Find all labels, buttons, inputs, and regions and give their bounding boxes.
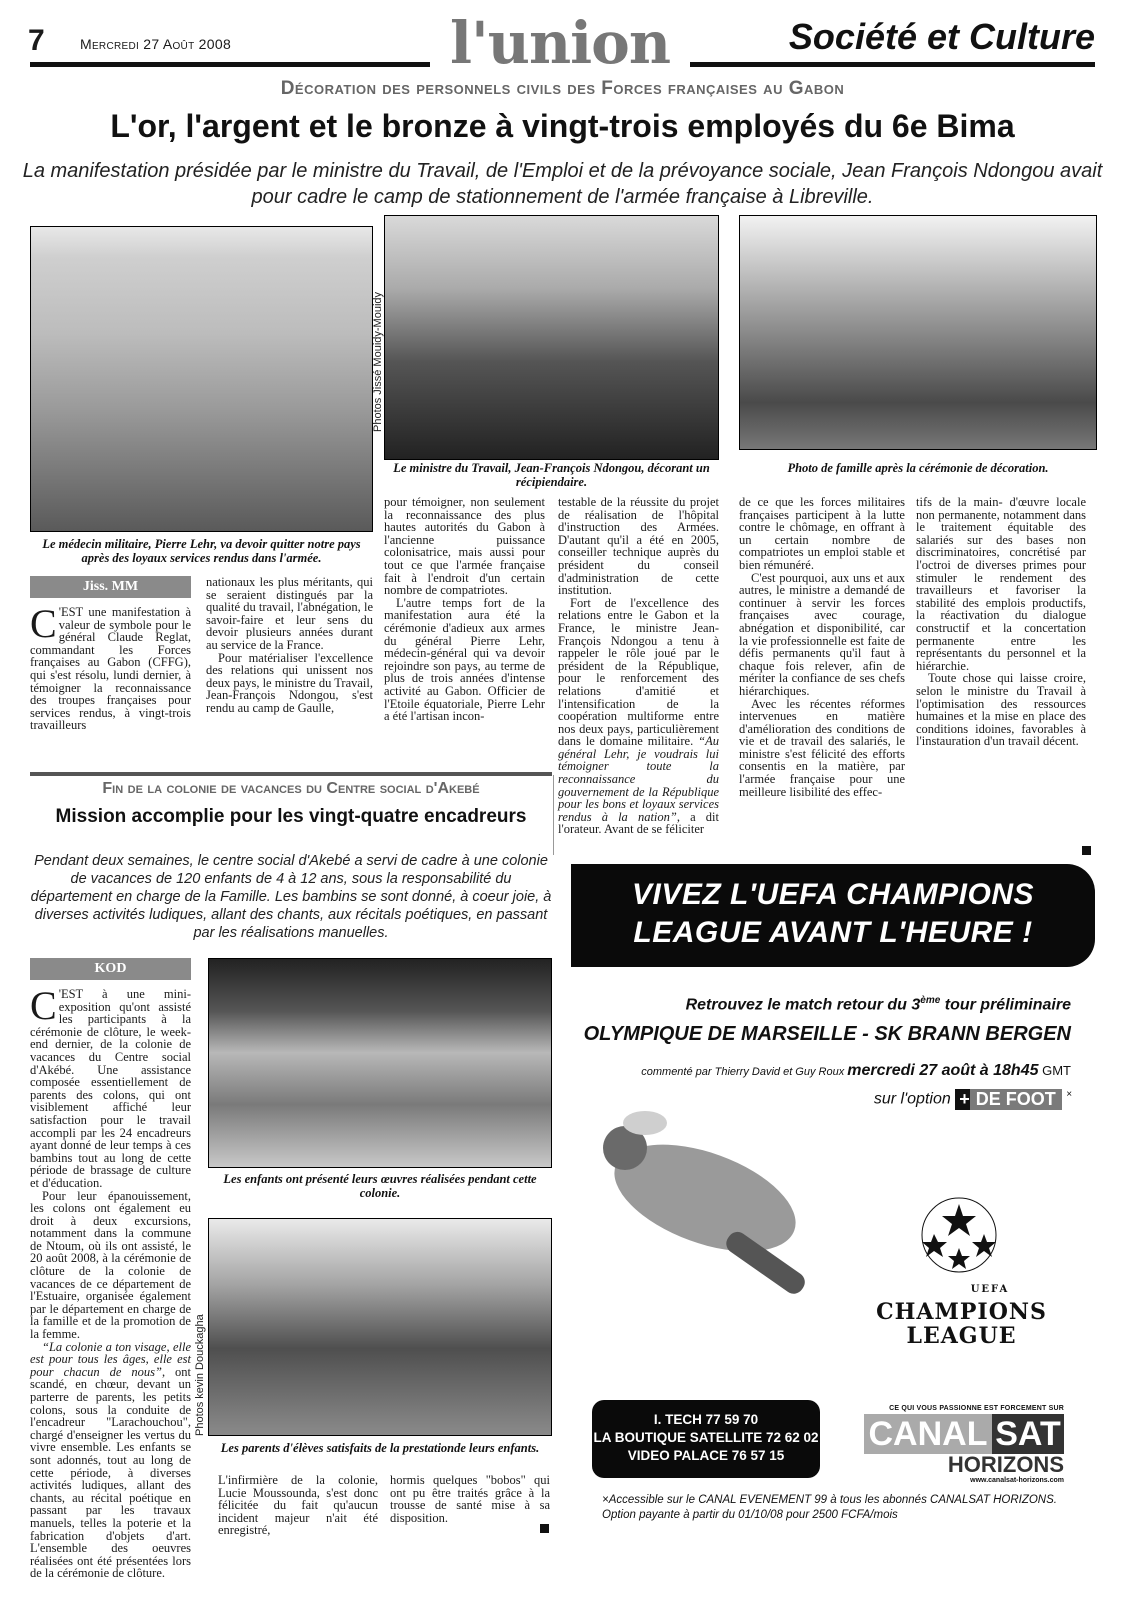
- column-divider: [553, 775, 554, 855]
- canalsat-logo-part: CANAL: [864, 1414, 992, 1454]
- ucl-uefa-text: UEFA: [970, 1284, 1010, 1295]
- paragraph: hormis quelques "bobos" qui ont pu être traités grâce à la trousse de santé mise à sa disposition.: [390, 1473, 550, 1525]
- photo-pottery-exhibition: [208, 958, 552, 1168]
- paragraph: L'autre temps fort de la manifestation aura été la cérémonie d'adieux aux armes du général Pierre Lehr, médecin-général qui va devoir rejoindre son pays, au terme de plus de trois années d'intense activité au Gabon. Officier de l'Etoile équatoriale, Pierre Lehr a été l'artisan incon-: [384, 595, 545, 724]
- paragraph: Toute chose qui laisse croire, selon le ministre du Travail à l'optimisation des ressources humaines et la mise en place des conditions idoines, favorables à l'instauration d'un travail décent.: [916, 671, 1086, 749]
- paragraph: pour témoigner, non seulement la reconnaissance des plus hautes autorités du Gabon à l'ancienne puissance colonisatrice, mais aussi pour tout ce que l'armée française fait à l'endroit d'un certain nombre de compatriotes.: [384, 495, 545, 598]
- article1-column-4: [558, 496, 719, 836]
- article2-kicker: Fin de la colonie de vacances du Centre social d'Akebé: [102, 780, 480, 797]
- dealer-item: VIDEO PALACE 76 57 15: [627, 1448, 785, 1463]
- article2-column-3: [390, 1474, 550, 1524]
- ad-banner-line: VIVEZ L'UEFA CHAMPIONS: [631, 878, 1035, 911]
- photo-caption: Le ministre du Travail, Jean-François Ndongou, décorant un récipiendaire.: [393, 461, 710, 489]
- ad-commentary: [571, 1062, 1071, 1080]
- paragraph: Pour leur épanouissement, les colons ont également eu droit à deux excursions, notamment dans la commune de Ntoum, où ils ont assisté, le 20 août 2008, à la cérémonie de clôture de la colonie de vacances de ce département de l'Estuaire, organisée également par le département en charge de la famille et de la promotion de la femme.: [30, 1188, 191, 1342]
- ad-timezone: GMT: [1038, 1063, 1071, 1078]
- drop-cap: C: [30, 601, 57, 646]
- article1-deck: La manifestation présidée par le ministre du Travail, de l'Emploi et de la prévoyance sociale, Jean François Ndongou avait pour cadre le camp de stationnement de l'armée française à Libreville.: [22, 160, 1103, 208]
- paragraph: L'infirmière de la colonie, Lucie Moussounda, s'est donc félicitée du fait qu'aucun incident majeur n'ait été enregistré,: [218, 1473, 378, 1538]
- photo-caption: Photo de famille après la cérémonie de décoration.: [787, 461, 1049, 475]
- section-title: Société et Culture: [788, 16, 1095, 57]
- section-divider: [30, 772, 552, 776]
- ucl-logo-text: [874, 1300, 1049, 1348]
- article2-column-2: [218, 1474, 378, 1537]
- ad-datetime: mercredi 27 août à 18h45: [847, 1062, 1039, 1079]
- paragraph: Fort de l'excellence des relations entre le Gabon et la France, le ministre Jean-François Ndongou a tenu à rappeler le rôle joué par le président de la République, pour le renforcement des relations d'amitié et l'intensification de la coopération multiforme entre nos deux pays, particulièrement dans le domaine militaire.: [558, 595, 719, 749]
- dealer-item: LA BOUTIQUE SATELLITE 72 62 02: [593, 1430, 819, 1445]
- canalsat-horizons: HORIZONS: [947, 1452, 1064, 1477]
- page-number: 7: [28, 24, 45, 57]
- paragraph: , ont scandé, en chœur, devant un parterre de parents, les petits colons, sous la conduite de l'encadreur "Larachouchou", chargé d'enseigner les vertus du vivre ensemble. Les enfants se sont adonnés, tout au long de cette période, à diverses activités ludiques, allant des chants, au récital poétique en passant par les travaux manuels, telles la poterie et la fabrication d'objets d'art. L'ensemble des oeuvres réalisées ont été présentées lors de la cérémonie de clôture.: [30, 1364, 191, 1581]
- ad-option-label: sur l'option: [873, 1090, 956, 1108]
- ad-footnote: [602, 1493, 1082, 1523]
- player-glove: [623, 1111, 667, 1135]
- photo-general-pierre-lehr: [30, 226, 373, 532]
- ad-subtitle: [571, 995, 1071, 1014]
- paragraph: Avec les récentes réformes intervenues en matière d'amélioration des conditions de vie et de travail des salariés, le ministre s'est félicité des efforts consentis en la matière, par l'armée française pour une meilleure lisibilité des effec-: [739, 696, 905, 799]
- photo-parents: [208, 1218, 552, 1436]
- paragraph: tifs de la main- d'œuvre locale non permanente, notamment dans le traitement équitable des salariés sur des bases non discriminatoires, concrétisé par l'octroi de diverses primes pour stimuler le rendement des travailleurs et favoriser la stabilité des emplois productifs, la réactivation du dialogue constructif et la concertation permanente entre les représentants du personnel et la hiérarchie.: [916, 495, 1086, 673]
- issue-date: Mercredi 27 Août 2008: [80, 36, 232, 52]
- ad-match-title: OLYMPIQUE DE MARSEILLE - SK BRANN BERGEN: [583, 1023, 1071, 1045]
- paragraph: nationaux les plus méritants, qui se seraient distingués par la qualité du travail, l'abnégation, le savoir-faire et leur sens du devoir plusieurs années durant au service de la France.: [206, 575, 373, 652]
- newspaper-logo: l'union: [449, 9, 670, 77]
- paragraph: Pour matérialiser l'excellence des relations qui unissent nos deux pays, le ministre du Travail, Jean-François Ndongou, s'est rendu au camp de Gaulle,: [206, 650, 373, 715]
- photo-family-group: [739, 215, 1097, 450]
- article1-kicker: Décoration des personnels civils des Forces françaises au Gabon: [280, 78, 845, 99]
- photo-minister-decorating: [384, 215, 719, 460]
- paragraph: 'EST à une mini-exposition qu'ont assisté les participants à la cérémonie de clôture, le week-end dernier, de la colonie de vacances du Centre social d'Akébé. Une assistance composée essentiellement de parents des colons, qui ont visiblement affiché leur satisfaction pour le travail accompli par les 24 encadreurs ayant donné de leur temps à ces bambins tout au long de cette période de brassage de culture et d'éducation.: [30, 987, 191, 1190]
- photo-credit: Photos Jissé Mouidy-Mouidy: [372, 291, 384, 432]
- masthead-rule-left: [30, 62, 430, 67]
- article1-column-6: [916, 496, 1086, 748]
- canalsat-logo-part: SAT: [992, 1414, 1064, 1454]
- article1-column-1: [30, 601, 191, 733]
- article1-column-2: [206, 576, 373, 715]
- dealer-item: I. TECH 77 59 70: [653, 1412, 759, 1427]
- ad-footnote-line: ×Accessible sur le CANAL EVENEMENT 99 à tous les abonnés CANALSAT HORIZONS.: [602, 1494, 1057, 1506]
- masthead-rule-right: [690, 62, 1095, 67]
- ad-subtitle-text: tour préliminaire: [940, 996, 1071, 1014]
- ad-subtitle-text: Retrouvez le match retour du 3: [685, 996, 921, 1014]
- photo-credit: Photos kevin Douckagha: [194, 1314, 206, 1436]
- dealer-list: [592, 1400, 820, 1478]
- article1-headline: L'or, l'argent et le bronze à vingt-trois employés du 6e Bima: [110, 108, 1015, 144]
- ucl-champions: CHAMPIONS: [876, 1299, 1047, 1325]
- ad-banner: [571, 864, 1095, 967]
- ad-superscript: ème: [920, 995, 941, 1006]
- photo-caption: Les enfants ont présenté leurs œuvres réalisées pendant cette colonie.: [223, 1172, 537, 1200]
- photo-caption: Le médecin militaire, Pierre Lehr, va devoir quitter notre pays après des loyaux services rendus dans l'armée.: [42, 537, 361, 565]
- paragraph: C'est pourquoi, aux uns et aux autres, le ministre a demandé de continuer à servir les forces françaises avec courage, abnégation et disponibilité, car la vie professionnelle est faite de défis permanents qu'il faut à chaque fois relever, afin de mériter la confiance de ses chefs hiérarchiques.: [739, 570, 905, 698]
- footnote-marker: ×: [1066, 1089, 1072, 1100]
- goalkeeper-illustration: [585, 1108, 845, 1308]
- ucl-league: LEAGUE: [906, 1323, 1017, 1349]
- photo-caption: Les parents d'élèves satisfaits de la prestationde leurs enfants.: [220, 1441, 540, 1455]
- article1-byline: Jiss. MM: [30, 576, 191, 598]
- drop-cap: C: [30, 983, 57, 1028]
- de-foot-logo: DE FOOT: [970, 1089, 1062, 1110]
- paragraph: 'EST une manifestation à valeur de symbole pour le général Claude Reglat, commandant les Forces françaises au Gabon (CFFG), qui s'est résolu, lundi dernier, à témoigner la reconnaissance des troupes françaises pour services rendus, à vingt-trois travailleurs: [30, 605, 191, 733]
- canalsat-logo: [864, 1414, 1064, 1454]
- article1-column-5: [739, 496, 905, 798]
- article2-byline: KOD: [30, 958, 191, 980]
- ad-commentators: commenté par Thierry David et Guy Roux: [641, 1066, 848, 1078]
- end-mark: [1082, 846, 1091, 855]
- canalsat-url: www.canalsat-horizons.com: [970, 1477, 1064, 1484]
- canalsat-tagline: CE QUI VOUS PASSIONNE EST FORCEMENT SUR: [889, 1405, 1064, 1412]
- plus-icon: +: [955, 1089, 974, 1110]
- article1-column-3: [384, 496, 545, 723]
- ad-banner-line: LEAGUE AVANT L'HEURE !: [633, 916, 1033, 949]
- article2-column-1: [30, 983, 191, 1581]
- paragraph: testable de la réussite du projet de réalisation de l'hôpital d'instruction des Armées. D'autant qu'il a été en 2005, conseiller technique auprès du président du conseil d'administration de cette institution.: [558, 495, 719, 598]
- article2-headline: Mission accomplie pour les vingt-quatre encadreurs: [55, 806, 527, 827]
- article2-deck: Pendant deux semaines, le centre social d'Akebé a servi de cadre à une colonie de vacances de 120 enfants de 4 à 12 ans, sous la responsabilité du département en charge de la Famille. Les bambins se sont donné, à coeur joie, à diverses activités ludiques, allant des chants, aux récitals poétiques, en passant par les réalisations manuelles.: [30, 853, 552, 941]
- end-mark: [540, 1524, 549, 1533]
- paragraph: de ce que les forces militaires françaises participent à la lutte contre le chômage, en offrant à un certain nombre de compatriotes un emploi stable et bien rémunéré.: [739, 495, 905, 572]
- paragraph: , a dit l'orateur. Avant de se féliciter: [558, 809, 720, 837]
- ad-footnote-line: Option payante à partir du 01/10/08 pour 2500 FCFA/mois: [602, 1509, 898, 1521]
- ad-option: [700, 1089, 1072, 1110]
- pull-quote: “La colonie a ton visage, elle est pour tous les âges, elle est pour chacun de nous”: [30, 1339, 191, 1379]
- champions-league-starball-icon: [920, 1196, 998, 1274]
- pull-quote: “Au général Lehr, je voudrais lui témoigner toute la reconnaissance du gouvernement de la République pour les bons et loyaux services rendus à la nation”: [558, 734, 720, 824]
